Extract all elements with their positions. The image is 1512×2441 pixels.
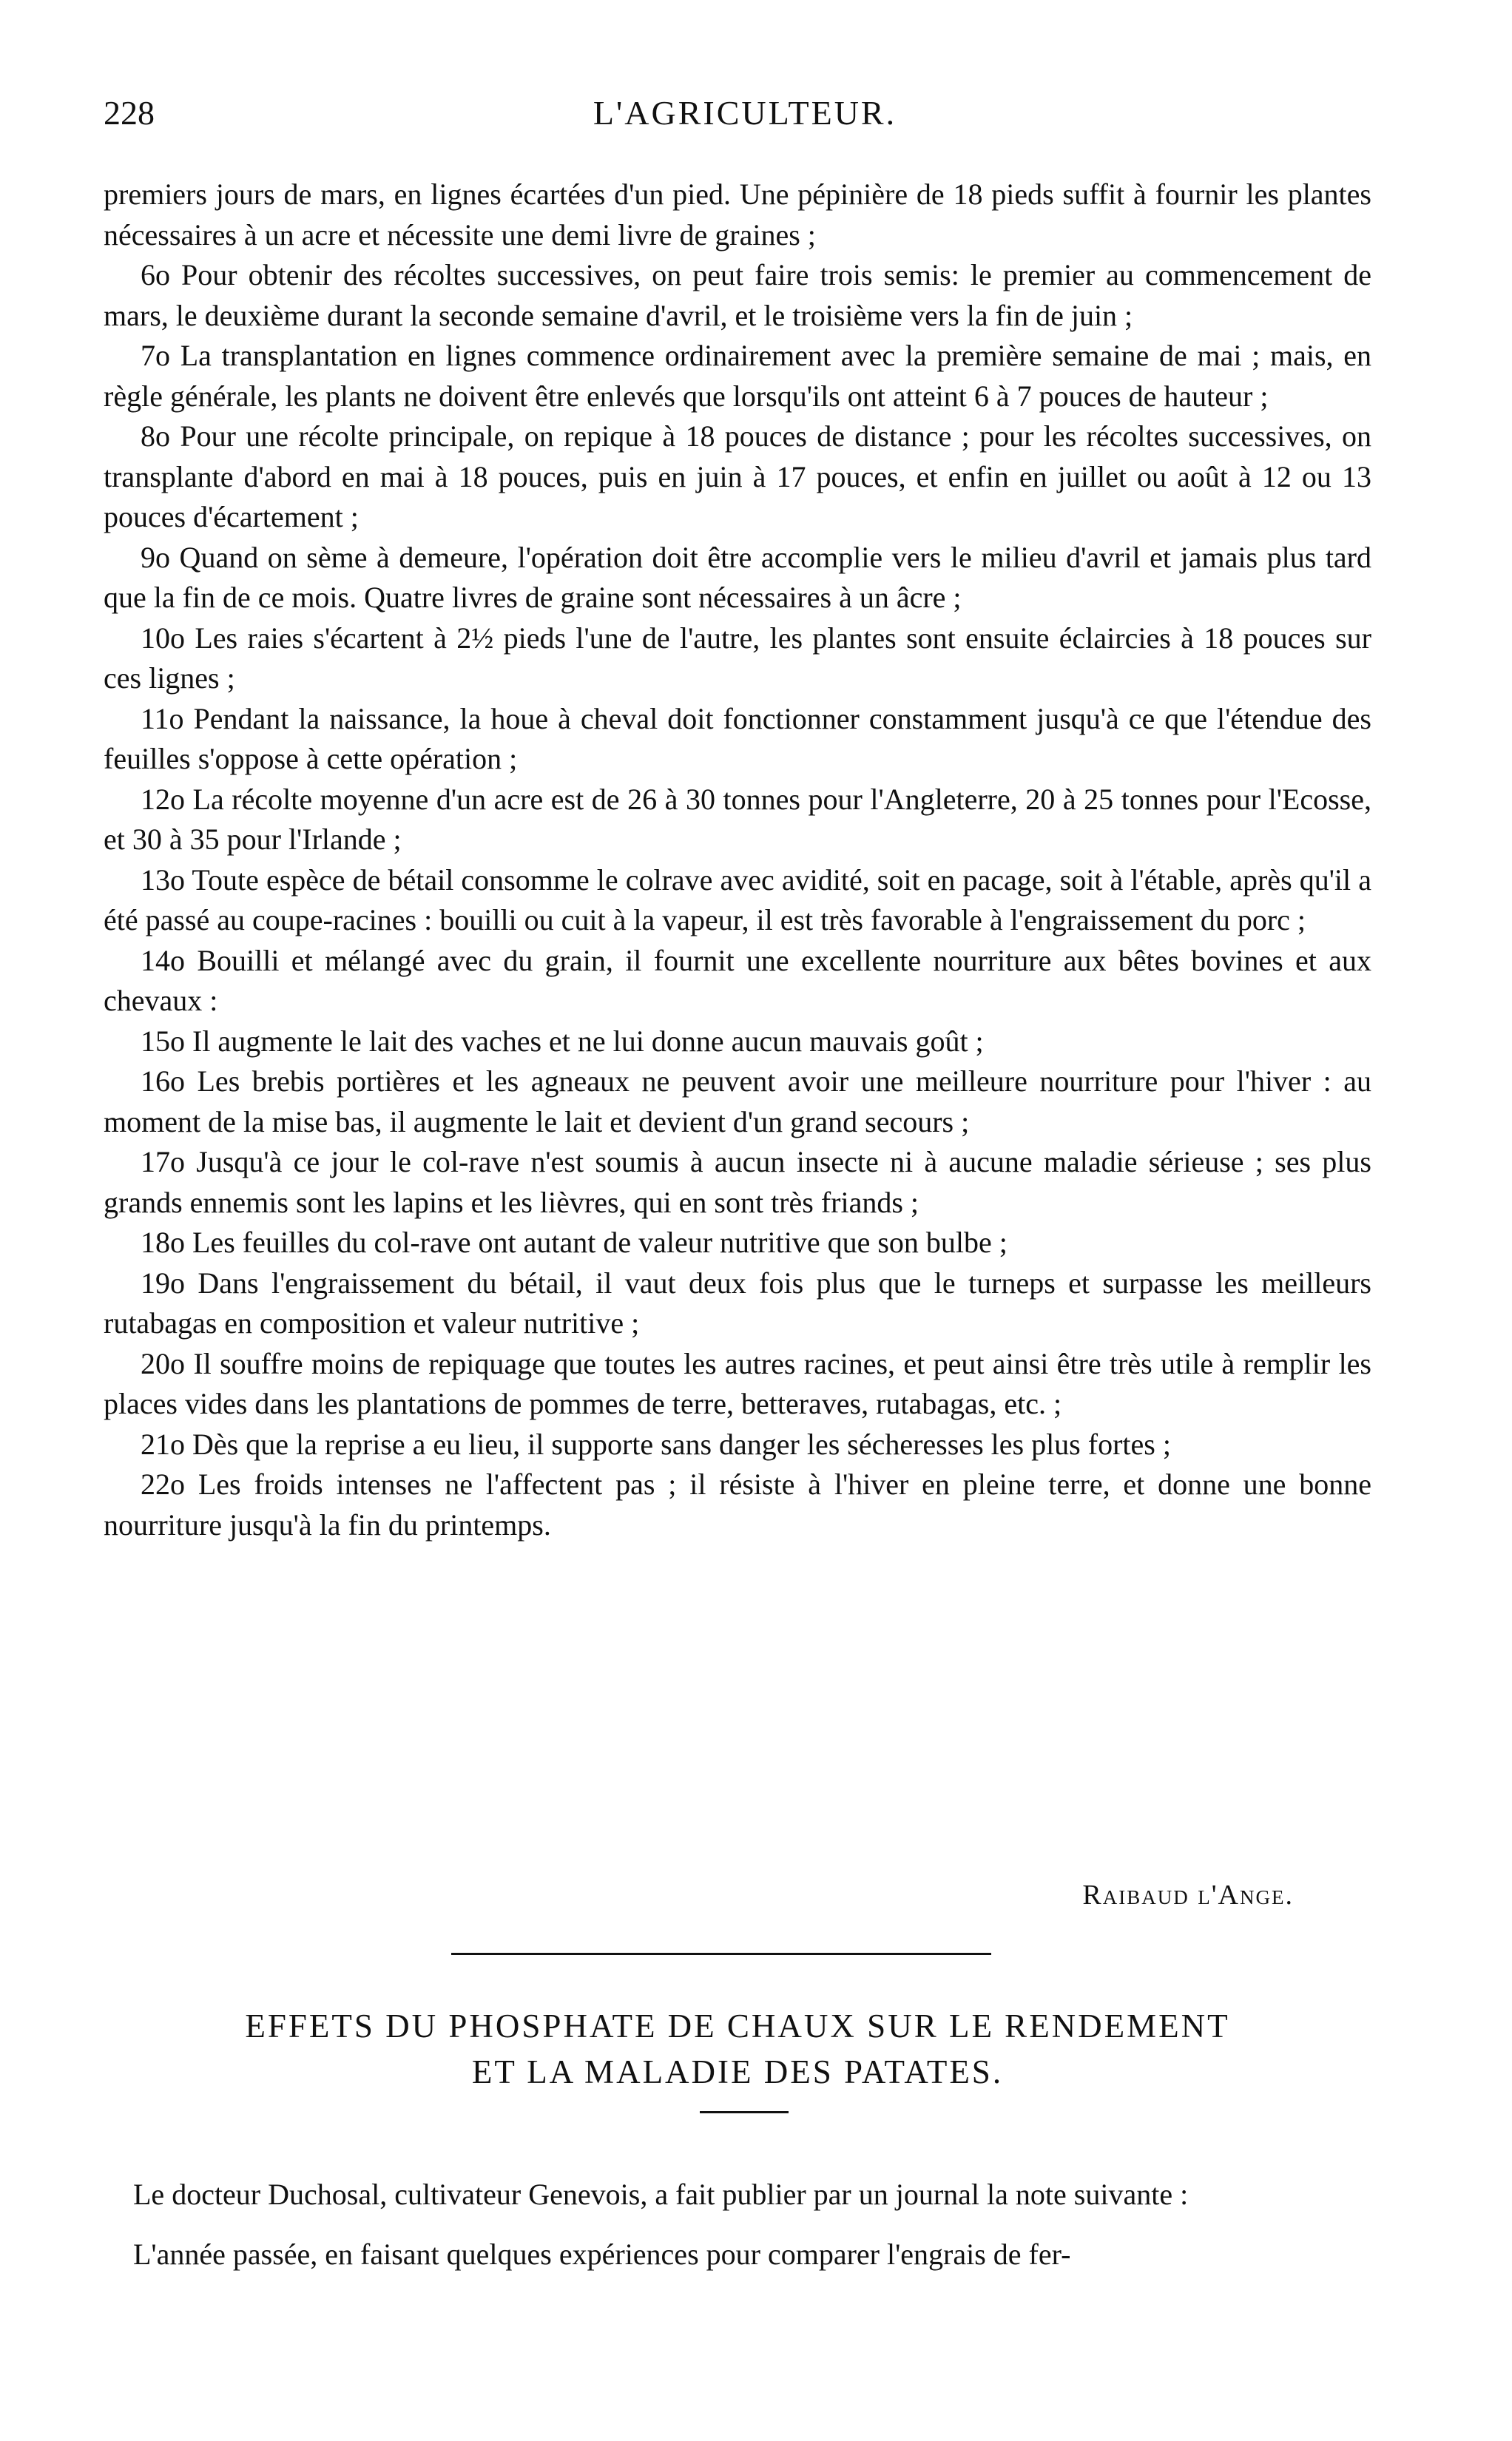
list-item: 19o Dans l'engraissement du bétail, il vaut deux fois plus que le turneps et surpasse les meilleurs rutabagas en composition et valeur nutritive ; — [104, 1266, 1371, 1340]
article-body — [104, 2175, 1371, 2294]
list-item: 13o Toute espèce de bétail consomme le colrave avec avidité, soit en pacage, soit à l'étable, après qu'il a été passé au coupe-racines : bouilli ou cuit à la vapeur, il est très favorable à l'engraissement du porc ; — [104, 862, 1371, 936]
list-item: 10o Les raies s'écartent à 2½ pieds l'une de l'autre, les plantes sont ensuite éclaircies à 18 pouces sur ces lignes ; — [104, 621, 1371, 695]
title-divider — [700, 2111, 789, 2113]
list-item: 7o La transplantation en lignes commence ordinairement avec la première semaine de mai ; mais, en règle générale, les plants ne doivent être enlevés que lorsqu'ils ont atteint 6 à 7 pouces de hauteur ; — [104, 339, 1371, 413]
article-title — [104, 2003, 1371, 2095]
list-item: 16o Les brebis portières et les agneaux ne peuvent avoir une meilleure nourriture pour l'hiver : au moment de la mise bas, il augmente le lait et devient d'un grand secours ; — [104, 1064, 1371, 1138]
list-item: 6o Pour obtenir des récoltes successives, on peut faire trois semis: le premier au commencement de mars, le deuxième durant la seconde semaine d'avril, et le troisième vers la fin de juin ; — [104, 258, 1371, 332]
list-item: 8o Pour une récolte principale, on repique à 18 pouces de distance ; pour les récoltes successives, on transplante d'abord en mai à 18 pouces, puis en juin à 17 pouces, et enfin en juillet ou août à 12 ou 13 pouces d'écartement ; — [104, 419, 1371, 533]
main-text — [104, 175, 1371, 1545]
author-signature: Raibaud l'Ange. — [1082, 1880, 1294, 1911]
article-paragraph: Le docteur Duchosal, cultivateur Genevois, a fait publier par un journal la note suivante : — [133, 2178, 1189, 2211]
section-divider — [451, 1953, 991, 1955]
list-item: 15o Il augmente le lait des vaches et ne lui donne aucun mauvais goût ; — [141, 1024, 984, 1058]
list-item: 20o Il souffre moins de repiquage que toutes les autres racines, et peut ainsi être très utile à remplir les places vides dans les plantations de pommes de terre, betteraves, rutabagas, etc. ; — [104, 1346, 1371, 1420]
page-number: 228 — [104, 94, 155, 132]
list-item: 11o Pendant la naissance, la houe à cheval doit fonctionner constamment jusqu'à ce que l'étendue des feuilles s'oppose à cette opération ; — [104, 701, 1371, 775]
continuation-paragraph: premiers jours de mars, en lignes écartées d'un pied. Une pépinière de 18 pieds suffit à fournir les plantes nécessaires à un acre et nécessite une demi livre de graines ; — [104, 178, 1371, 251]
running-title: L'AGRICULTEUR. — [593, 94, 897, 132]
article-title-line-2: ET LA MALADIE DES PATATES. — [471, 2053, 1004, 2090]
list-item: 18o Les feuilles du col-rave ont autant de valeur nutritive que son bulbe ; — [141, 1226, 1008, 1259]
running-header — [104, 93, 1386, 138]
list-item: 22o Les froids intenses ne l'affectent pas ; il résiste à l'hiver en pleine terre, et donne une bonne nourriture jusqu'à la fin du printemps. — [104, 1468, 1371, 1542]
article-paragraph: L'année passée, en faisant quelques expériences pour comparer l'engrais de fer- — [133, 2237, 1071, 2271]
article-title-line-1: EFFETS DU PHOSPHATE DE CHAUX SUR LE RENDEMENT — [245, 2008, 1230, 2045]
list-item: 12o La récolte moyenne d'un acre est de 26 à 30 tonnes pour l'Angleterre, 20 à 25 tonnes pour l'Ecosse, et 30 à 35 pour l'Irlande ; — [104, 782, 1371, 856]
list-item: 21o Dès que la reprise a eu lieu, il supporte sans danger les sécheresses les plus fortes ; — [141, 1427, 1171, 1461]
list-item: 14o Bouilli et mélangé avec du grain, il fournit une excellente nourriture aux bêtes bovines et aux chevaux : — [104, 943, 1371, 1017]
list-item: 17o Jusqu'à ce jour le col-rave n'est soumis à aucun insecte ni à aucune maladie sérieuse ; ses plus grands ennemis sont les lapins et les lièvres, qui en sont très friands ; — [104, 1145, 1371, 1219]
list-item: 9o Quand on sème à demeure, l'opération doit être accomplie vers le milieu d'avril et jamais plus tard que la fin de ce mois. Quatre livres de graine sont nécessaires à un âcre ; — [104, 540, 1371, 614]
